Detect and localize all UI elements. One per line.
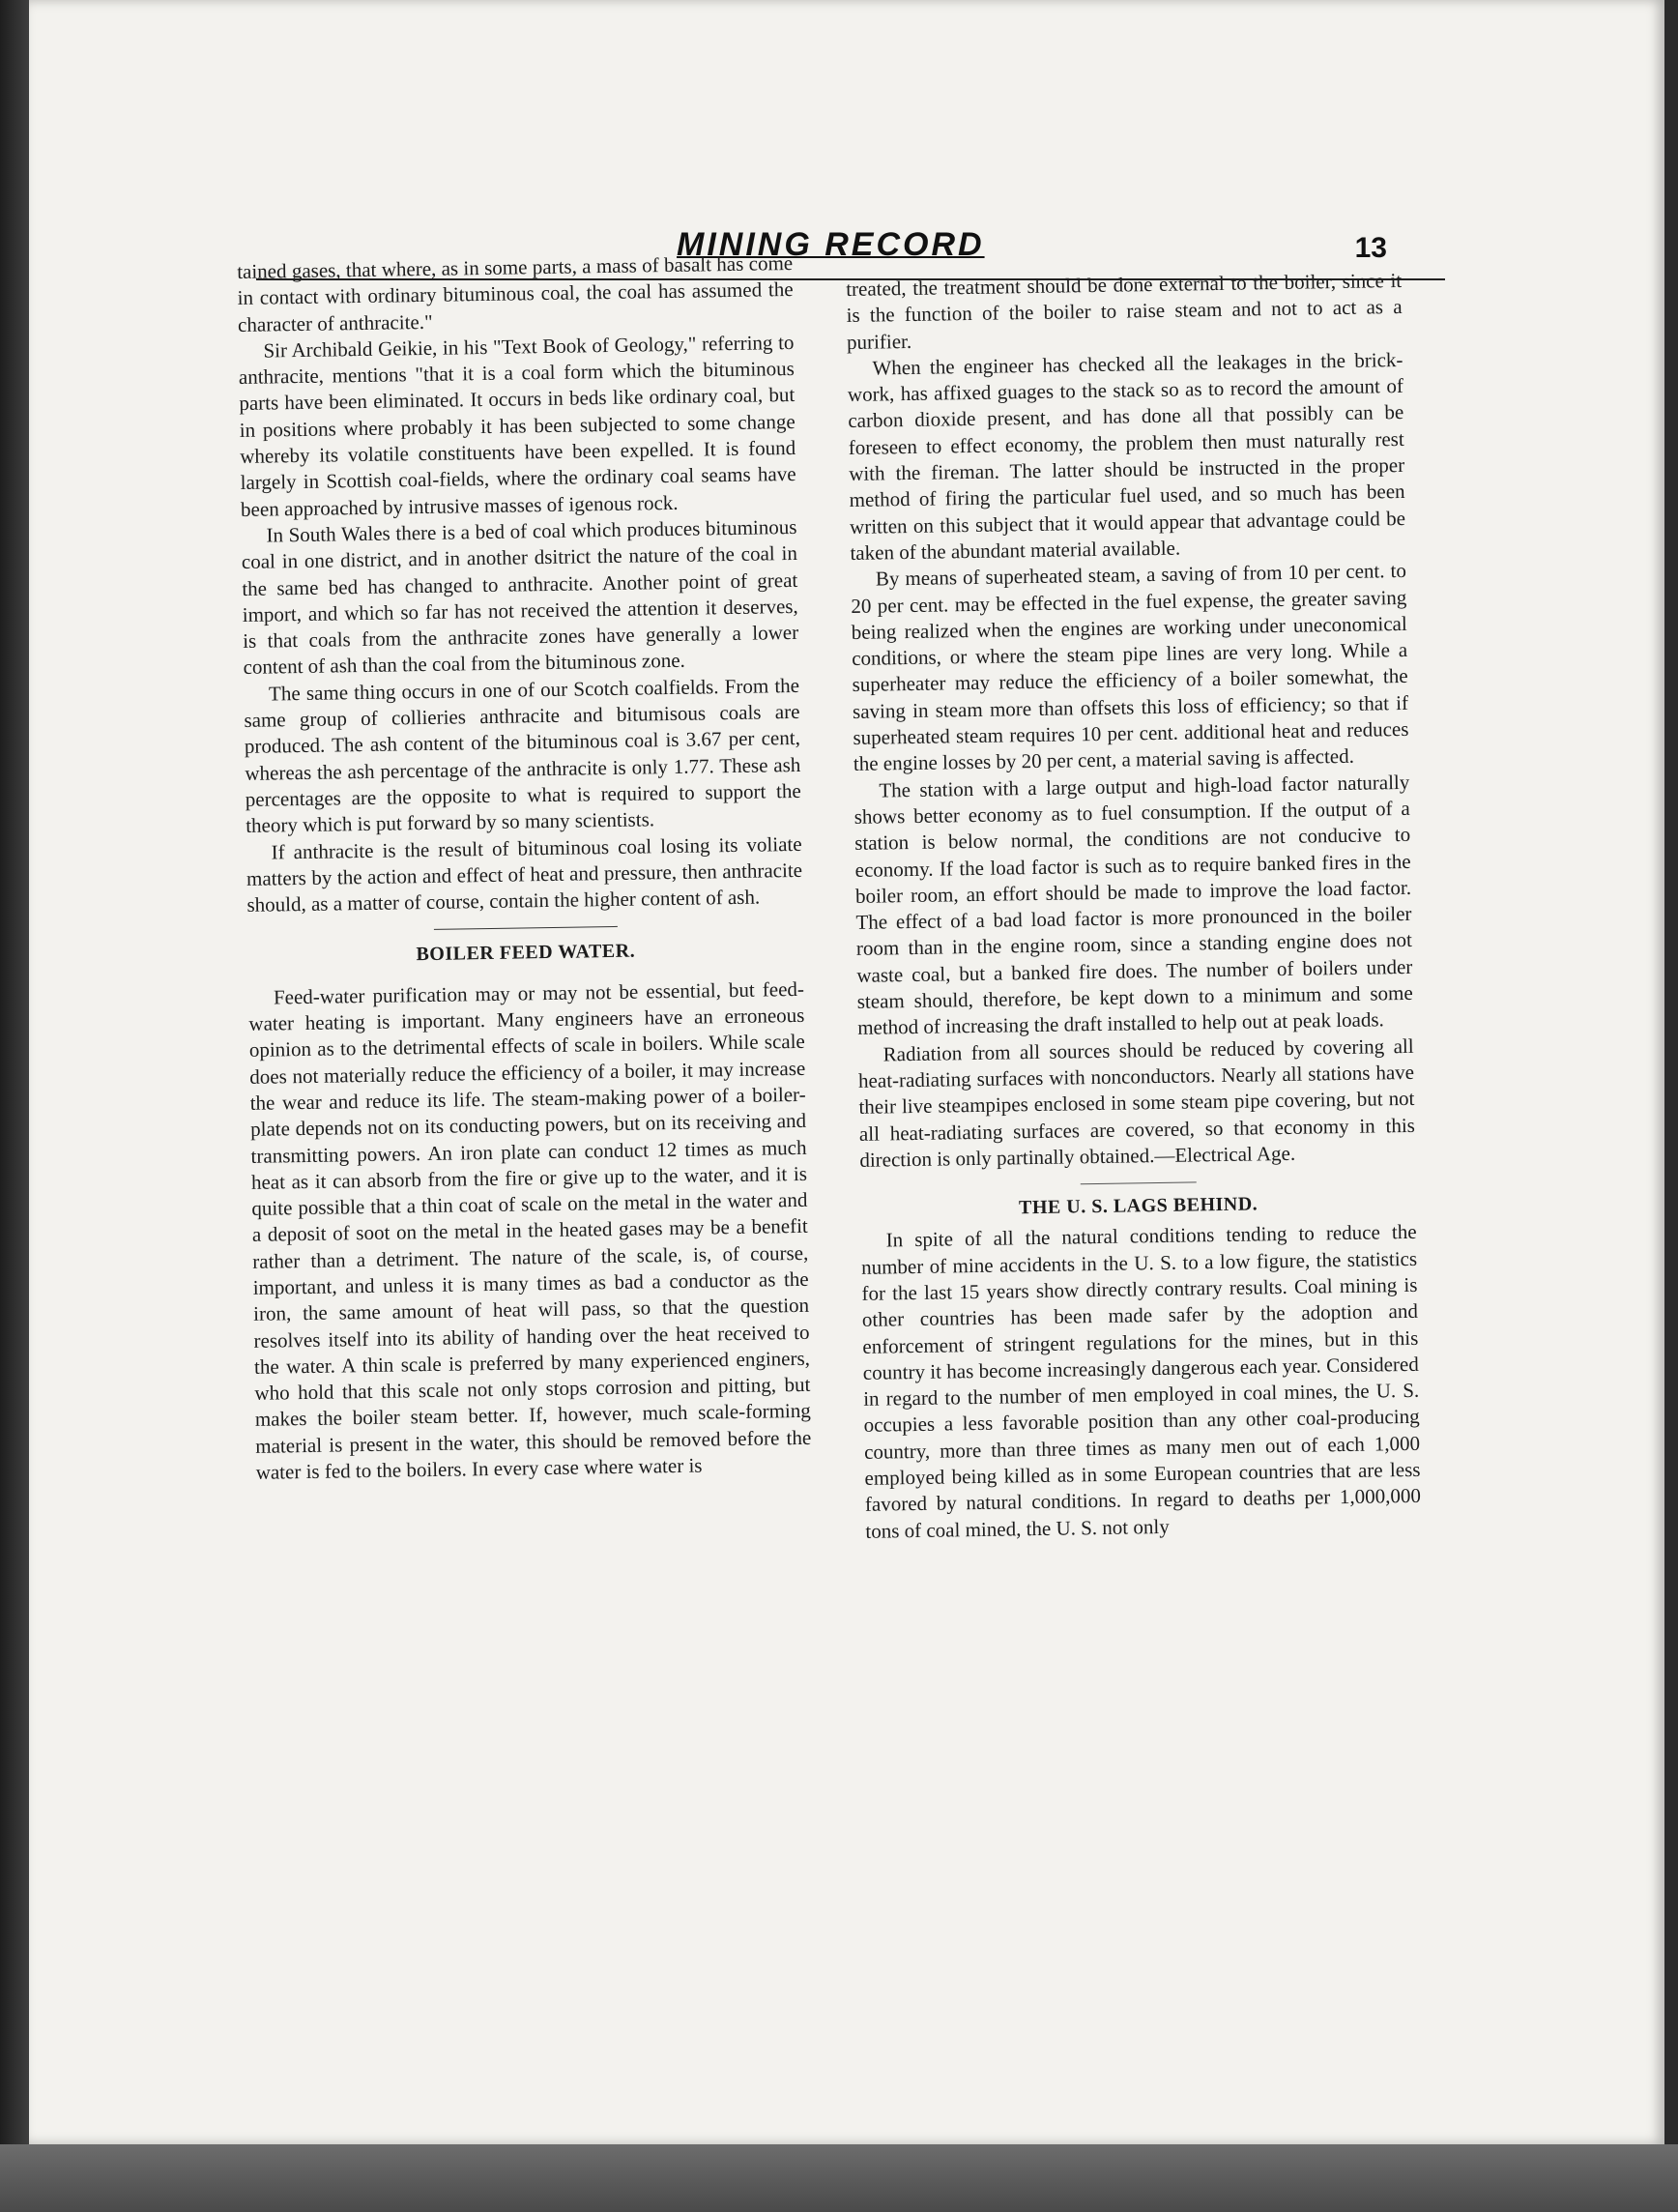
section-divider: [1080, 1182, 1196, 1185]
scan-edge-right: [1664, 0, 1678, 2212]
paragraph: treated, the treatment should be done external to the boiler, since it is the function of the boiler to raise steam and not to act as a purifier.: [846, 268, 1403, 354]
right-column: [846, 268, 1422, 1545]
page-sheet: [29, 0, 1664, 2144]
paragraph: Feed-water purification may or may not be essential, but feed-water heating is important. Many engineers have an erroneous opinion as to the detrimental effects of scale in boilers. While scale does not materially reduce the efficiency of a boiler, it may increase the wear and reduce its life. The steam-making power of a boiler-plate depends not on its conducting powers, but on its receiving and transmitting powers. An iron plate can conduct 12 times as much heat as it can absorb from the fire or give up to the water, and it is quite possible that a thin coat of scale on the metal in the water and a deposit of soot on the metal in the heated gases may be a benefit rather than a detriment. The nature of the scale, is, of course, important, and unless it is many times as bad a conductor as the iron, the same amount of heat will pass, so that the question resolves itself into its ability of handing over the heat received to the water. A thin scale is preferred by many experienced enginers, who hold that this scale not only stops corrosion and pitting, but makes the boiler steam better. If, however, much scale-forming material is present in the water, this should be removed before the water is fed to the boilers. In every case where water is: [248, 976, 812, 1484]
paragraph: The station with a large output and high-load factor naturally shows better economy as to fuel consumption. If the output of a station is below normal, the conditions are not conducive to economy. If the load factor is such as to require banked fires in the boiler room, an effort should be made to improve the load factor. The effect of a bad load factor is more pronounced in the boiler room than in the engine room, since a standing engine does not waste coal, but a banked fire does. The number of boilers under steam should, therefore, be kept down to a minimum and some method of increasing the draft installed to help out at peak loads.: [853, 770, 1413, 1040]
paragraph: When the engineer has checked all the leakages in the brick-work, has affixed guages to the stack so as to record the amount of carbon dioxide present, and has done all that possibly can be foreseen to effect economy, the problem then must naturally rest with the fireman. The latter should be instructed in the proper method of firing the particular fuel used, and so much has been written on this subject that it would appear that advantage could be taken of the abundant material available.: [847, 347, 1406, 565]
paragraph: tained gases, that where, as in some parts, a mass of basalt has come in contact with ordinary bituminous coal, the coal has assumed the character of anthracite.": [237, 250, 794, 336]
paragraph: Sir Archibald Geikie, in his "Text Book of Geology," referring to anthracite, mentions "that it is a coal form which the bituminous parts have been eliminated. It occurs in beds like ordinary coal, but in positions where probably it has been subjected to some change whereby its volatile constituents have been expelled. It is found largely in Scottish coal-fields, where the ordinary coal seams have been approached by intrusive masses of igenous rock.: [238, 330, 796, 521]
left-column: [237, 250, 812, 1486]
scan-edge-left: [0, 0, 29, 2212]
paragraph: In spite of all the natural conditions tending to reduce the number of mine accidents in the U. S. to a low figure, the statistics for the last 15 years show directly contrary results. Coal mining is other countries has been made safer by the adoption and enforcement of stringent regulations for the mines, but in this country it has become increasingly dangerous each year. Considered in regard to the number of men employed in coal mines, the U. S. occupies a less favorable position than any other coal-producing country, more than three times as many men out of each 1,000 employed being killed as in some European countries that are less favored by natural conditions. In regard to deaths per 1,000,000 tons of coal mined, the U. S. not only: [860, 1220, 1422, 1543]
section-heading-us-lags-behind: THE U. S. LAGS BEHIND.: [1018, 1193, 1258, 1219]
paragraph: By means of superheated steam, a saving of from 10 per cent. to 20 per cent. may be effected in the fuel expense, the greater saving being realized when the engines are working under uneconomical conditions, or where the steam pipe lines are very long. While a superheater may reduce the efficiency of a boiler somewhat, the saving in steam more than offsets this loss of efficiency; so that if superheated steam requires 10 per cent. additional heat and reduces the engine losses by 20 per cent, a material saving is affected.: [851, 559, 1409, 776]
journal-title: MINING RECORD: [677, 226, 985, 263]
paragraph: If anthracite is the result of bituminous coal losing its voliate matters by the action and effect of heat and pressure, then anthracite should, as a matter of course, contain the higher content of ash.: [246, 831, 803, 917]
magazine-page: [29, 0, 1664, 2144]
section-heading-boiler-feed-water: BOILER FEED WATER.: [416, 941, 636, 966]
section-divider: [433, 926, 617, 930]
paragraph: In South Wales there is a bed of coal which produces bituminous coal in one district, and in another dsitrict the nature of the coal in the same bed has changed to anthracite. Another point of great import, and which so far has not received the attention it deserves, is that coals from the anthracite zones have generally a lower content of ash than the coal from the bituminous zone.: [241, 514, 799, 680]
page-number: 13: [1354, 232, 1387, 264]
scan-bottom-edge: [0, 2144, 1678, 2212]
paragraph: Radiation from all sources should be reduced by covering all heat-radiating surfaces with nonconductors. Nearly all stations have their live steampipes enclosed in some steam pipe covering, but not all heat-radiating surfaces are covered, so that economy in this direction is only partinally obtained.—Electrical Age.: [857, 1033, 1416, 1172]
paragraph: The same thing occurs in one of our Scotch coalfields. From the same group of collieries anthracite and bitumisous coals are produced. The ash content of the bituminous coal is 3.67 per cent, whereas the ash percentage of the anthracite is only 1.77. These ash percentages are the opposite to what is required to support the theory which is put forward by so many scientists.: [244, 673, 801, 838]
